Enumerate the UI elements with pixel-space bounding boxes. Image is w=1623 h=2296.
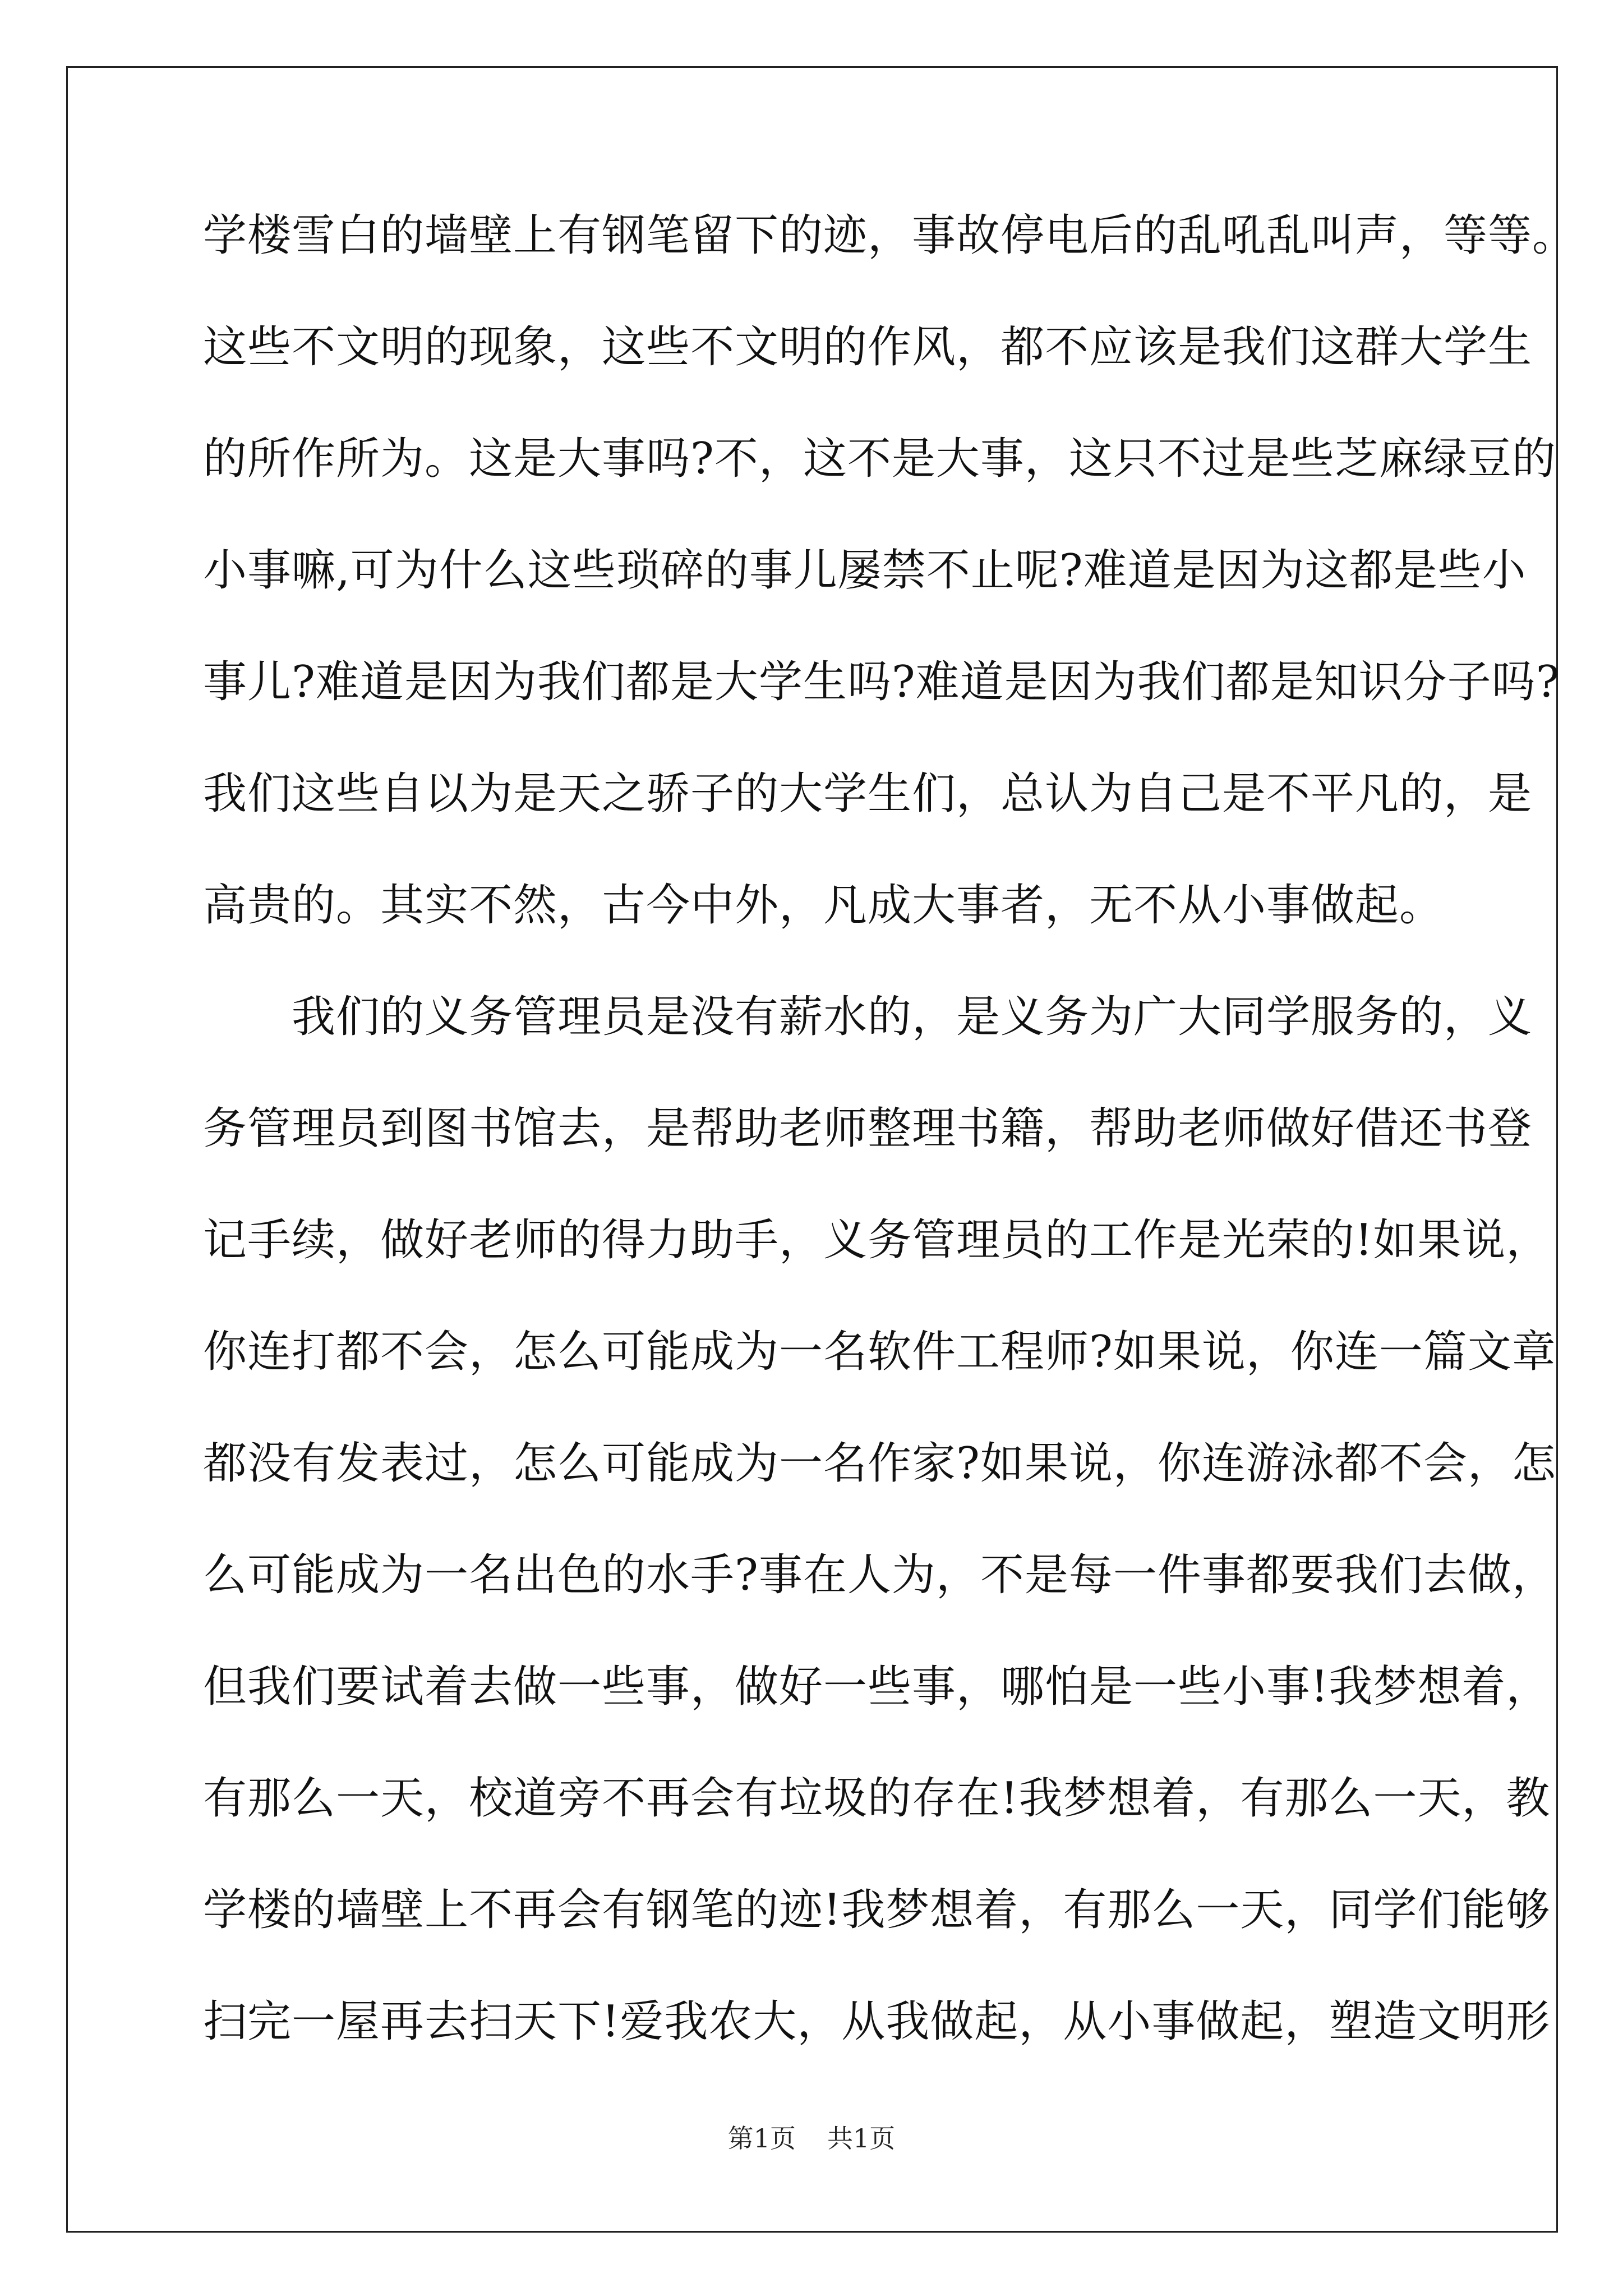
text-line: 事儿?难道是因为我们都是大学生吗?难道是因为我们都是知识分子吗?	[203, 657, 1560, 707]
text-line: 学楼的墙壁上不再会有钢笔的迹!我梦想着，有那么一天，同学们能够	[203, 1885, 1551, 1935]
text-line: 的所作所为。这是大事吗?不，这不是大事，这只不过是些芝麻绿豆的	[203, 434, 1556, 484]
text-line: 我们这些自以为是天之骄子的大学生们，总认为自己是不平凡的，是	[203, 769, 1533, 819]
text-line: 么可能成为一名出色的水手?事在人为，不是每一件事都要我们去做，	[203, 1550, 1556, 1600]
text-line: 学楼雪白的墙壁上有钢笔留下的迹，事故停电后的乱吼乱叫声，等等。	[203, 210, 1577, 261]
page-number: 第1页	[727, 2123, 796, 2154]
text-line: 但我们要试着去做一些事，做好一些事，哪怕是一些小事!我梦想着，	[203, 1662, 1551, 1712]
text-line: 高贵的。其实不然，古今中外，凡成大事者，无不从小事做起。	[203, 880, 1444, 931]
text-line: 有那么一天，校道旁不再会有垃圾的存在!我梦想着，有那么一天，教	[203, 1773, 1551, 1824]
page-footer	[0, 2122, 1623, 2155]
text-line: 记手续，做好老师的得力助手，义务管理员的工作是光荣的!如果说，	[203, 1215, 1551, 1266]
text-line: 小事嘛,可为什么这些琐碎的事儿屡禁不止呢?难道是因为这都是些小	[203, 545, 1527, 596]
text-line: 我们的义务管理员是没有薪水的，是义务为广大同学服务的，义	[203, 992, 1533, 1042]
page-total: 共1页	[827, 2123, 896, 2154]
text-line: 这些不文明的现象，这些不文明的作风，都不应该是我们这群大学生	[203, 322, 1533, 372]
text-line: 你连打都不会，怎么可能成为一名软件工程师?如果说，你连一篇文章	[203, 1327, 1556, 1377]
document-body	[203, 202, 1577, 2100]
text-line: 都没有发表过，怎么可能成为一名作家?如果说，你连游泳都不会，怎	[203, 1438, 1556, 1489]
text-line: 扫完一屋再去扫天下!爱我农大，从我做起，从小事做起，塑造文明形	[203, 1996, 1551, 2047]
text-line: 务管理员到图书馆去，是帮助老师整理书籍，帮助老师做好借还书登	[203, 1103, 1533, 1154]
